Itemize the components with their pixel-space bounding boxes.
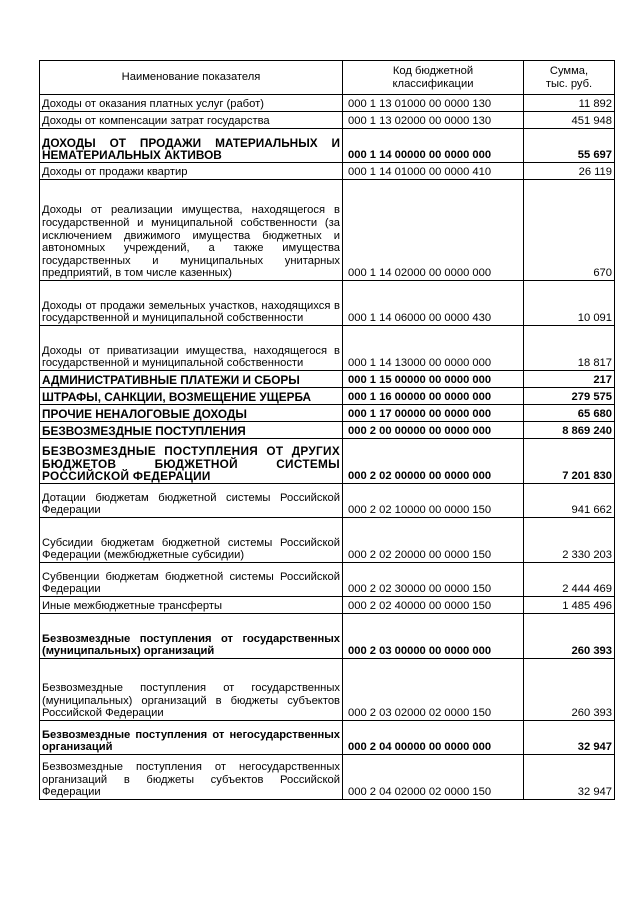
table-row [40,659,615,721]
row-code-cell: 000 1 16 00000 00 0000 000 [343,388,524,405]
table-row [40,721,615,755]
row-sum-cell: 7 201 830 [524,439,615,484]
row-name-cell: Доходы от реализации имущества, находящегося в государственной и муниципальной собственности (за исключением движимого имущества бюджетных и автономных учреждений, а также имущества государственных и муниципальных унитарных предприятий, в том числе казенных) [40,180,343,281]
row-sum-cell: 217 [524,371,615,388]
row-code-cell: 000 2 00 00000 00 0000 000 [343,422,524,439]
row-name-cell: Безвозмездные поступления от негосударственных организаций в бюджеты субъектов Российской Федерации [40,755,343,800]
row-sum-cell: 10 091 [524,281,615,326]
row-code-cell: 000 2 02 00000 00 0000 000 [343,439,524,484]
row-name-cell: ШТРАФЫ, САНКЦИИ, ВОЗМЕЩЕНИЕ УЩЕРБА [40,388,343,405]
row-name-cell: Доходы от оказания платных услуг (работ) [40,95,343,112]
table-row [40,405,615,422]
table-row [40,614,615,659]
table-row [40,388,615,405]
row-name-cell: БЕЗВОЗМЕЗДНЫЕ ПОСТУПЛЕНИЯ ОТ ДРУГИХ БЮДЖЕТОВ БЮДЖЕТНОЙ СИСТЕМЫ РОССИЙСКОЙ ФЕДЕРАЦИИ [40,439,343,484]
row-code-cell: 000 2 03 00000 00 0000 000 [343,614,524,659]
row-sum-cell: 451 948 [524,112,615,129]
row-name-cell: ДОХОДЫ ОТ ПРОДАЖИ МАТЕРИАЛЬНЫХ И НЕМАТЕРИАЛЬНЫХ АКТИВОВ [40,129,343,163]
row-code-cell: 000 1 14 02000 00 0000 000 [343,180,524,281]
row-sum-cell: 32 947 [524,721,615,755]
row-code-cell: 000 1 14 01000 00 0000 410 [343,163,524,180]
row-sum-cell: 65 680 [524,405,615,422]
row-code-cell: 000 1 17 00000 00 0000 000 [343,405,524,422]
row-sum-cell: 670 [524,180,615,281]
row-sum-cell: 2 444 469 [524,563,615,597]
row-name-cell: Безвозмездные поступления от государственных (муниципальных) организаций в бюджеты субъектов Российской Федерации [40,659,343,721]
table-row [40,95,615,112]
table-row [40,112,615,129]
table-row [40,180,615,281]
row-code-cell: 000 1 13 01000 00 0000 130 [343,95,524,112]
table-header-row [40,61,615,95]
row-code-cell: 000 1 14 06000 00 0000 430 [343,281,524,326]
table-row [40,518,615,563]
table-row [40,439,615,484]
row-name-cell: Субвенции бюджетам бюджетной системы Российской Федерации [40,563,343,597]
row-code-cell: 000 2 03 02000 02 0000 150 [343,659,524,721]
row-code-cell: 000 2 02 40000 00 0000 150 [343,597,524,614]
row-code-cell: 000 2 02 20000 00 0000 150 [343,518,524,563]
table-row [40,281,615,326]
row-sum-cell: 18 817 [524,326,615,371]
row-sum-cell: 260 393 [524,659,615,721]
row-sum-cell: 26 119 [524,163,615,180]
row-sum-cell: 32 947 [524,755,615,800]
table-row [40,129,615,163]
row-sum-cell: 1 485 496 [524,597,615,614]
table-row [40,563,615,597]
row-name-cell: Доходы от продажи квартир [40,163,343,180]
budget-revenue-table [39,60,615,800]
row-code-cell: 000 1 14 13000 00 0000 000 [343,326,524,371]
table-row [40,422,615,439]
row-code-cell: 000 1 13 02000 00 0000 130 [343,112,524,129]
row-code-cell: 000 2 02 30000 00 0000 150 [343,563,524,597]
row-name-cell: Доходы от компенсации затрат государства [40,112,343,129]
header-sum: Сумма, тыс. руб. [524,61,615,95]
row-name-cell: Иные межбюджетные трансферты [40,597,343,614]
row-code-cell: 000 2 04 00000 00 0000 000 [343,721,524,755]
row-name-cell: ПРОЧИЕ НЕНАЛОГОВЫЕ ДОХОДЫ [40,405,343,422]
row-sum-cell: 11 892 [524,95,615,112]
row-name-cell: Доходы от продажи земельных участков, находящихся в государственной и муниципальной собственности [40,281,343,326]
row-name-cell: Дотации бюджетам бюджетной системы Российской Федерации [40,484,343,518]
row-name-cell: БЕЗВОЗМЕЗДНЫЕ ПОСТУПЛЕНИЯ [40,422,343,439]
row-name-cell: АДМИНИСТРАТИВНЫЕ ПЛАТЕЖИ И СБОРЫ [40,371,343,388]
row-sum-cell: 2 330 203 [524,518,615,563]
row-code-cell: 000 2 02 10000 00 0000 150 [343,484,524,518]
table-row [40,484,615,518]
row-sum-cell: 8 869 240 [524,422,615,439]
table-body [40,95,615,800]
row-code-cell: 000 1 14 00000 00 0000 000 [343,129,524,163]
row-name-cell: Доходы от приватизации имущества, находящегося в государственной и муниципальной собственности [40,326,343,371]
row-sum-cell: 55 697 [524,129,615,163]
row-name-cell: Безвозмездные поступления от негосударственных организаций [40,721,343,755]
header-name: Наименование показателя [40,61,343,95]
row-sum-cell: 260 393 [524,614,615,659]
table-row [40,597,615,614]
header-code: Код бюджетной классификации [343,61,524,95]
row-code-cell: 000 2 04 02000 02 0000 150 [343,755,524,800]
table-row [40,326,615,371]
table-row [40,163,615,180]
row-sum-cell: 279 575 [524,388,615,405]
row-name-cell: Субсидии бюджетам бюджетной системы Российской Федерации (межбюджетные субсидии) [40,518,343,563]
row-name-cell: Безвозмездные поступления от государственных (муниципальных) организаций [40,614,343,659]
row-code-cell: 000 1 15 00000 00 0000 000 [343,371,524,388]
table-row [40,371,615,388]
row-sum-cell: 941 662 [524,484,615,518]
table-row [40,755,615,800]
